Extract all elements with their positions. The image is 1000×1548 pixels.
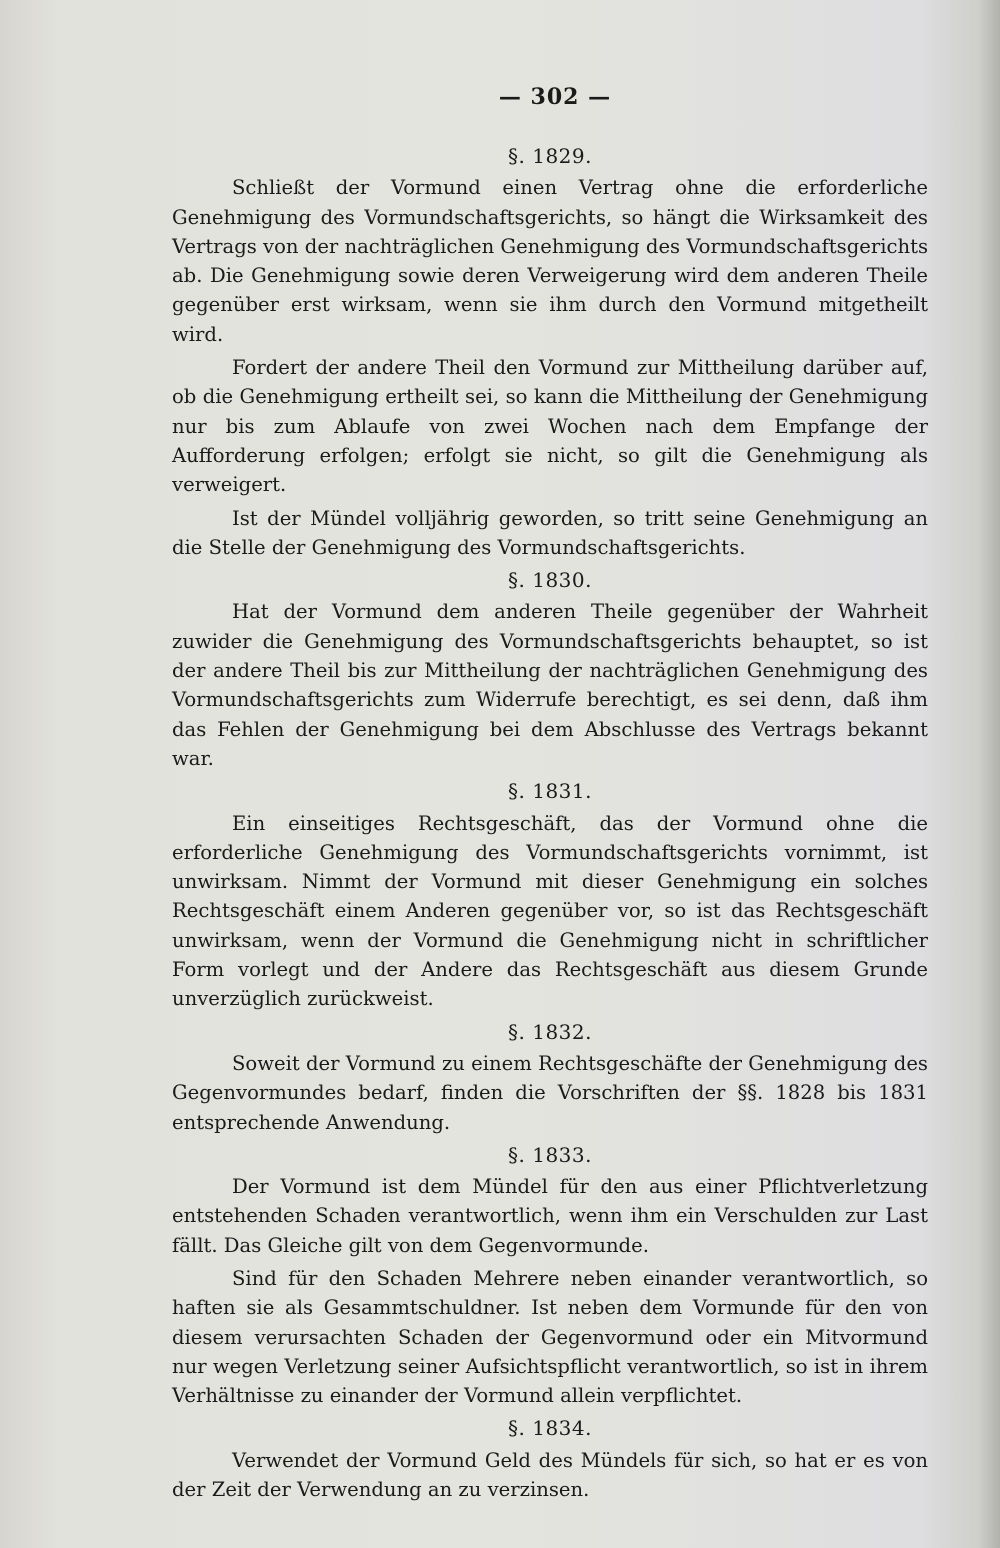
paragraph: Der Vormund ist dem Mündel für den aus einer Pflichtverletzung entstehenden Schaden verantwortlich, wenn ihm ein Verschulden zur Last fällt. Das Gleiche gilt von dem Gegenvormunde. <box>172 1175 928 1257</box>
section-title: §. 1834. <box>508 1416 592 1441</box>
paragraph: Verwendet der Vormund Geld des Mündels für sich, so hat er es von der Zeit der Verwendung an zu verzinsen. <box>172 1448 928 1502</box>
paragraph: Fordert der andere Theil den Vormund zur Mittheilung darüber auf, ob die Genehmigung ertheilt sei, so kann die Mittheilung der Genehmigung nur bis zum Ablaufe von zwei Wochen nach dem Empfange der Aufforderung erfolgen; erfolgt sie nicht, so gilt die Genehmigung als verweigert. <box>172 356 928 497</box>
section-title: §. 1829. <box>508 144 592 168</box>
section-title: §. 1832. <box>508 1019 592 1044</box>
section-title: §. 1830. <box>508 568 592 593</box>
section-1831 <box>172 777 928 1013</box>
section-title: §. 1833. <box>508 1142 592 1167</box>
paragraph: Hat der Vormund dem anderen Theile gegenüber der Wahrheit zuwider die Genehmigung des Vormundschaftsgerichts behauptet, so ist der andere Theil bis zur Mittheilung der nachträglichen Genehmigung des Vormundschaftsgerichts zum Widerrufe berechtigt, es sei denn, daß ihm das Fehlen der Genehmigung bei dem Abschlusse des Vertrags bekannt war. <box>172 600 928 770</box>
section-title: §. 1831. <box>508 779 592 804</box>
paragraph: Soweit der Vormund zu einem Rechtsgeschäfte der Genehmigung des Gegenvormundes bedarf, finden die Vorschriften der §§. 1828 bis 1831 entsprechende Anwendung. <box>172 1051 928 1134</box>
paragraph: Ein einseitiges Rechtsgeschäft, das der Vormund ohne die erforderliche Genehmigung des Vormundschaftsgerichts vornimmt, ist unwirksam. Nimmt der Vormund mit dieser Genehmigung ein solches Rechtsgeschäft einem Anderen gegenüber vor, so ist das Rechtsgeschäft unwirksam, wenn der Vormund die Genehmigung nicht in schriftlicher Form vorlegt und der Andere das Rechtsgeschäft aus diesem Grunde unverzüglich zurückweist. <box>172 811 928 1011</box>
section-1830 <box>172 566 928 773</box>
paragraph: Sind für den Schaden Mehrere neben einander verantwortlich, so haften sie als Gesammtschuldner. Ist neben dem Vormunde für den von diesem verursachten Schaden der Gegenvormund oder ein Mitvormund nur wegen Verletzung seiner Aufsichtspflicht verantwortlich, so ist in ihrem Verhältnisse zu einander der Vormund allein verpflichtet. <box>172 1266 928 1408</box>
section-1829 <box>172 142 928 562</box>
section-1834 <box>172 1414 928 1504</box>
body-text <box>172 140 928 1508</box>
paragraph: Ist der Mündel volljährig geworden, so tritt seine Genehmigung an die Stelle der Genehmigung des Vormundschaftsgerichts. <box>172 506 928 559</box>
section-1832 <box>172 1018 928 1137</box>
page-number: — 302 — <box>498 84 612 110</box>
paragraph: Schließt der Vormund einen Vertrag ohne die erforderliche Genehmigung des Vormundschaftsgerichts, so hängt die Wirksamkeit des Vertrags von der nachträglichen Genehmigung des Vormundschaftsgerichts ab. Die Genehmigung sowie deren Verweigerung wird dem anderen Theile gegenüber erst wirksam, wenn sie ihm durch den Vormund mitgetheilt wird. <box>172 176 929 346</box>
binding-shadow <box>978 0 1000 1548</box>
section-1833 <box>172 1141 928 1411</box>
